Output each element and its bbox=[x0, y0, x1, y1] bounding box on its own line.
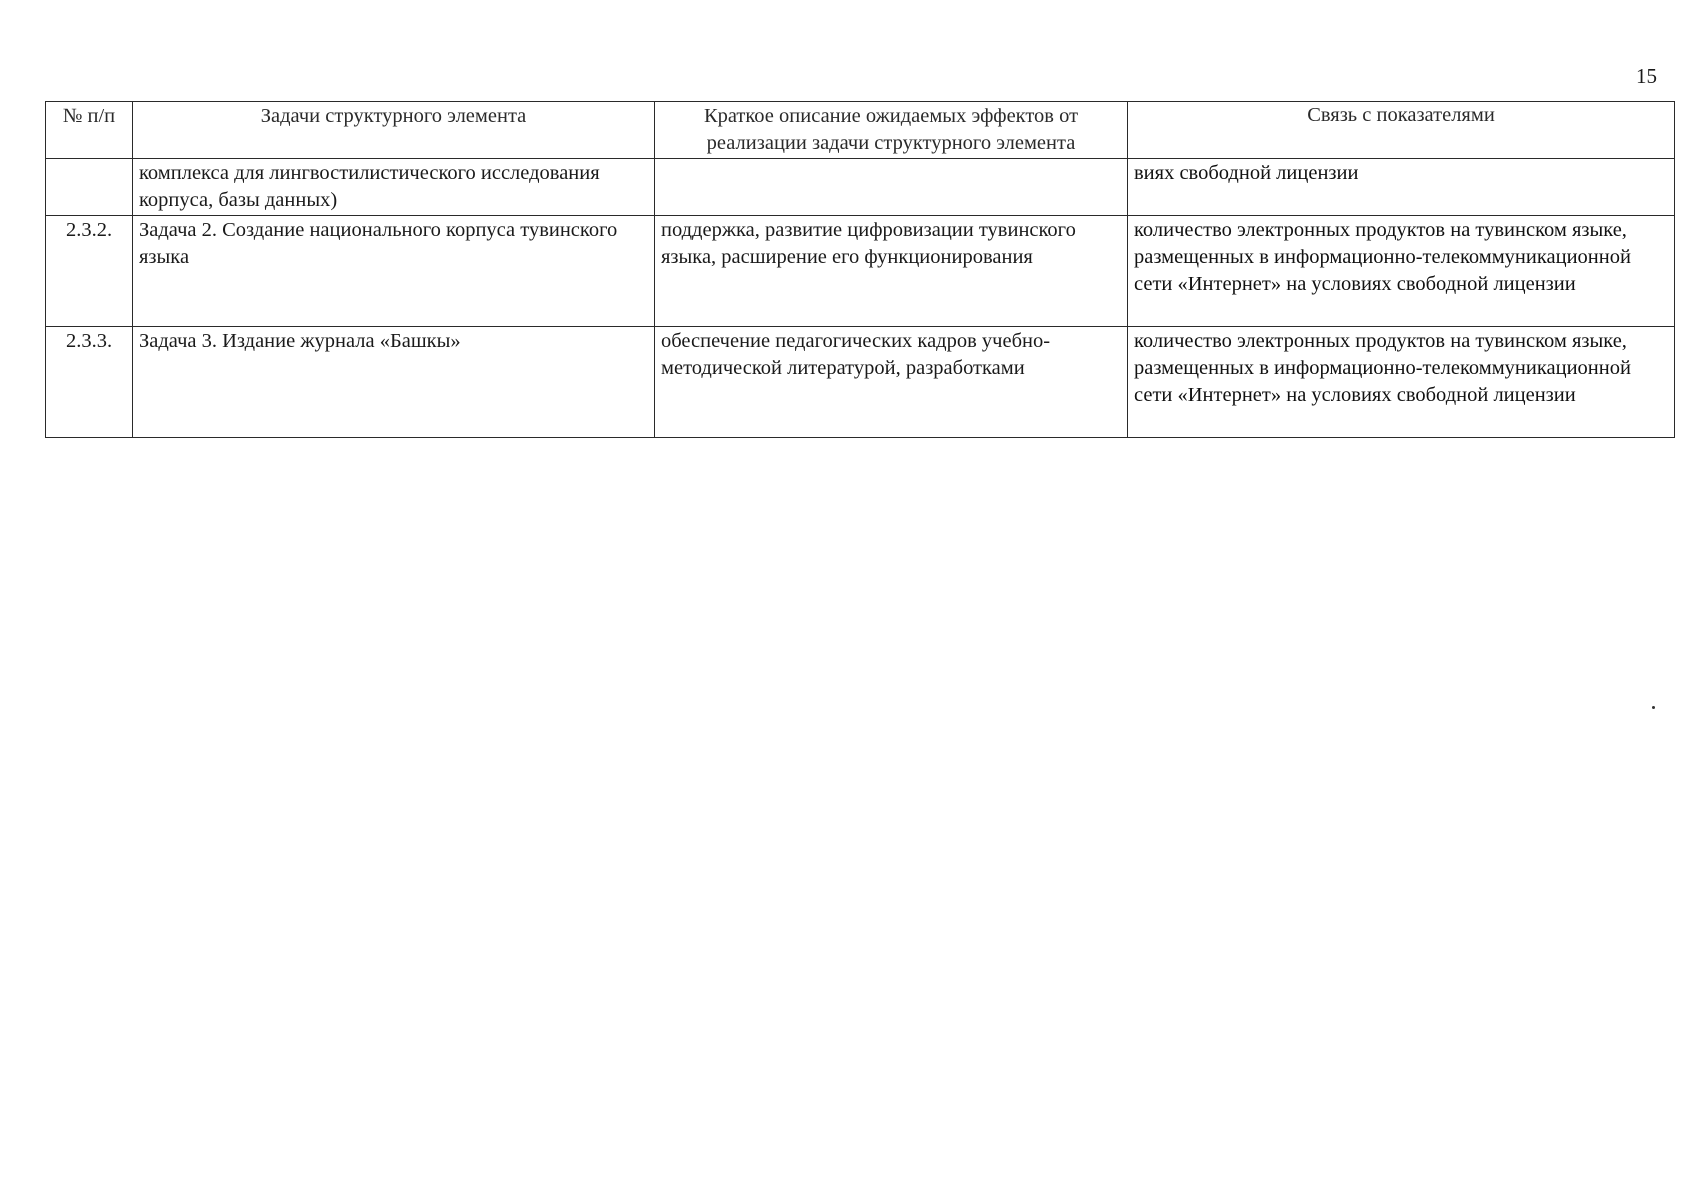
table-row bbox=[46, 159, 1675, 216]
row-task: комплекса для лингвостилистического исследования корпуса, базы данных) bbox=[133, 159, 655, 216]
header-tasks: Задачи структурного элемента bbox=[133, 102, 655, 159]
scan-speck bbox=[1652, 706, 1655, 709]
row-effect: поддержка, развитие цифровизации тувинского языка, расширение его функционирования bbox=[655, 216, 1128, 327]
row-effect bbox=[655, 159, 1128, 216]
table-row bbox=[46, 216, 1675, 327]
row-number: 2.3.2. bbox=[46, 216, 133, 327]
row-effect: обеспечение педагогических кадров учебно-методической литературой, разработками bbox=[655, 327, 1128, 438]
table-row bbox=[46, 327, 1675, 438]
tasks-table bbox=[45, 101, 1675, 438]
row-task: Задача 3. Издание журнала «Башкы» bbox=[133, 327, 655, 438]
header-indicators: Связь с показателями bbox=[1128, 102, 1675, 159]
page-number: 15 bbox=[1636, 64, 1657, 88]
row-number bbox=[46, 159, 133, 216]
row-indicator: количество электронных продуктов на тувинском языке, размещенных в информационно-телекоммуникационной сети «Интернет» на условиях свободной лицензии bbox=[1128, 327, 1675, 438]
header-effects: Краткое описание ожидаемых эффектов от реализации задачи структурного элемента bbox=[655, 102, 1128, 159]
header-number: № п/п bbox=[46, 102, 133, 159]
table-header-row bbox=[46, 102, 1675, 159]
row-indicator: виях свободной лицензии bbox=[1128, 159, 1675, 216]
row-task: Задача 2. Создание национального корпуса тувинского языка bbox=[133, 216, 655, 327]
row-indicator: количество электронных продуктов на тувинском языке, размещенных в информационно-телекоммуникационной сети «Интернет» на условиях свободной лицензии bbox=[1128, 216, 1675, 327]
row-number: 2.3.3. bbox=[46, 327, 133, 438]
